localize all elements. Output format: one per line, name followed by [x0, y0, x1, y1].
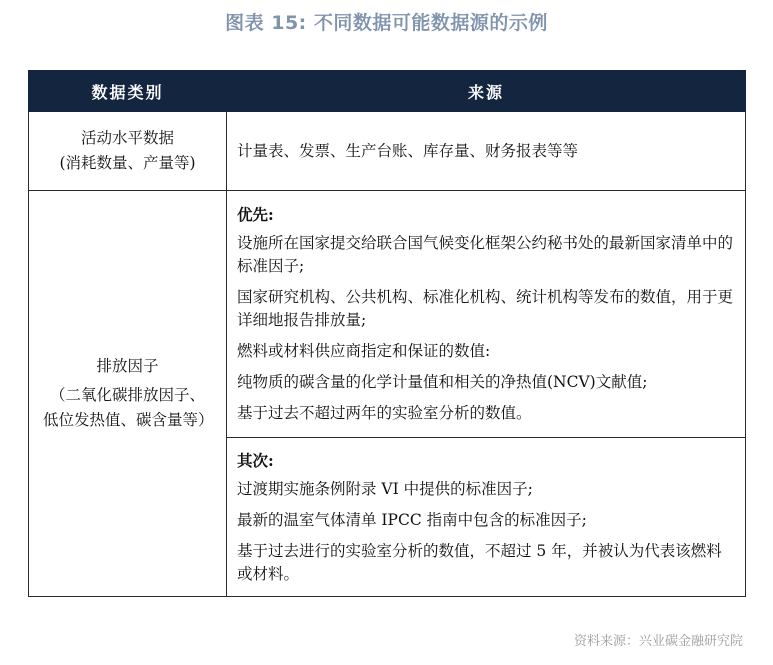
category-cell — [29, 112, 227, 191]
category-title: 活动水平数据 — [80, 129, 174, 147]
list-item: 基于过去不超过两年的实验室分析的数值。 — [237, 404, 532, 422]
category-title: 排放因子 — [96, 357, 159, 375]
source-text: 计量表、发票、生产台账、库存量、财务报表等等 — [237, 141, 579, 160]
list-item: 燃料或材料供应商指定和保证的数值: — [237, 342, 491, 360]
list-item: 纯物质的碳含量的化学计量值和相关的净热值(NCV)文献值; — [237, 373, 648, 391]
table-header-row — [29, 71, 746, 112]
secondary-heading: 其次: — [237, 450, 274, 470]
source-cell — [227, 112, 746, 191]
header-category: 数据类别 — [29, 71, 227, 112]
source-cell-secondary — [227, 438, 746, 597]
data-source-table — [28, 70, 746, 597]
priority-heading: 优先: — [237, 205, 274, 224]
table-row-activity-data — [29, 112, 746, 191]
table-row-emission-factor — [29, 191, 746, 438]
list-item: 过渡期实施条例附录 VI 中提供的标准因子; — [237, 479, 533, 498]
category-description: (消耗数量、产量等) — [59, 154, 196, 172]
source-note: 资料来源：兴业碳金融研究院 — [573, 634, 743, 649]
figure-title: 图表 15: 不同数据可能数据源的示例 — [225, 12, 548, 34]
list-item: 基于过去进行的实验室分析的数值，不超过 5 年，并被认为代表该燃料或材料。 — [237, 541, 722, 583]
category-description: （二氧化碳排放因子、低位发热值、碳含量等） — [43, 386, 214, 429]
list-item: 最新的温室气体清单 IPCC 指南中包含的标准因子; — [237, 510, 587, 529]
category-cell — [29, 191, 227, 597]
list-item: 国家研究机构、公共机构、标准化机构、统计机构等发布的数值，用于更详细地报告排放量; — [237, 288, 734, 329]
header-source: 来源 — [227, 71, 746, 112]
source-cell-priority — [227, 191, 746, 438]
list-item: 设施所在国家提交给联合国气候变化框架公约秘书处的最新国家清单中的标准因子; — [237, 234, 734, 275]
